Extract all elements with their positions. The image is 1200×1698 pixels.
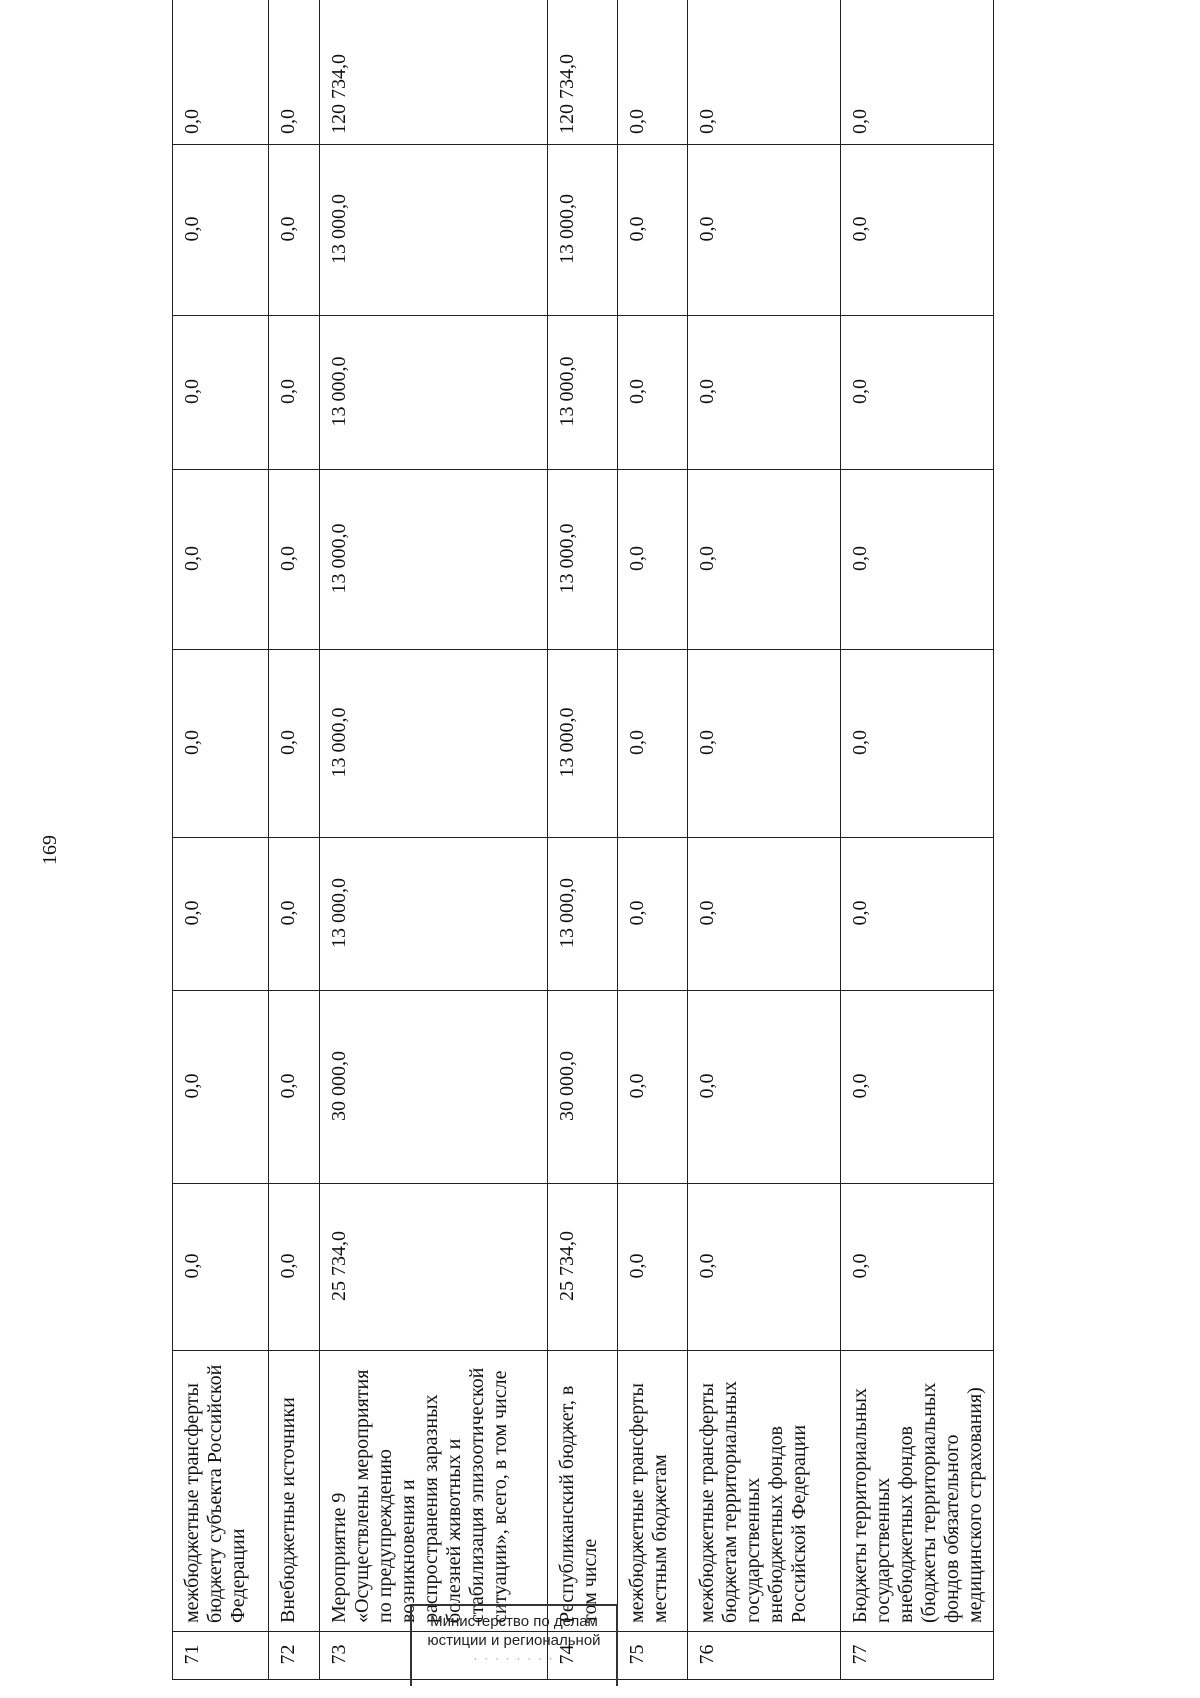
budget-table <box>172 0 994 1680</box>
value-cell: 25 734,0 <box>320 1184 548 1351</box>
value-cell: 0,0 <box>841 145 994 316</box>
value-cell: 0,0 <box>173 1184 269 1351</box>
value-cell: 0,0 <box>841 0 994 145</box>
value-cell: 0,0 <box>841 991 994 1184</box>
value-cell: 30 000,0 <box>320 991 548 1184</box>
value-cell: 0,0 <box>618 650 688 838</box>
value-cell: 0,0 <box>688 316 841 470</box>
value-cell: 0,0 <box>688 991 841 1184</box>
value-cell: 13 000,0 <box>320 145 548 316</box>
value-cell: 0,0 <box>173 470 269 650</box>
value-cell: 0,0 <box>841 650 994 838</box>
value-cell: 0,0 <box>269 838 320 991</box>
row-number: 73 <box>320 1632 548 1680</box>
value-cell: 0,0 <box>173 0 269 145</box>
row-number: 75 <box>618 1632 688 1680</box>
value-cell: 120 734,0 <box>548 0 618 145</box>
value-cell: 0,0 <box>841 1184 994 1351</box>
value-cell: 0,0 <box>269 470 320 650</box>
value-cell: 13 000,0 <box>320 316 548 470</box>
table-row <box>173 0 269 1680</box>
row-name: Внебюджетные источники <box>269 1351 320 1632</box>
value-cell: 0,0 <box>618 470 688 650</box>
value-cell: 0,0 <box>618 316 688 470</box>
value-cell: 0,0 <box>841 316 994 470</box>
row-number: 76 <box>688 1632 841 1680</box>
value-cell: 0,0 <box>269 316 320 470</box>
value-cell: 0,0 <box>618 838 688 991</box>
value-cell: 13 000,0 <box>320 470 548 650</box>
row-name: Республиканский бюджет, в том числе <box>548 1351 618 1632</box>
value-cell: 0,0 <box>841 838 994 991</box>
value-cell: 0,0 <box>173 650 269 838</box>
value-cell: 120 734,0 <box>320 0 548 145</box>
value-cell: 13 000,0 <box>320 650 548 838</box>
value-cell: 13 000,0 <box>320 838 548 991</box>
row-name: межбюджетные трансферты местным бюджетам <box>618 1351 688 1632</box>
value-cell: 0,0 <box>688 0 841 145</box>
value-cell: 0,0 <box>173 838 269 991</box>
value-cell: 0,0 <box>269 1184 320 1351</box>
value-cell: 0,0 <box>618 0 688 145</box>
table-row <box>269 0 320 1680</box>
table-row <box>688 0 841 1680</box>
value-cell: 0,0 <box>269 145 320 316</box>
row-name: межбюджетные трансферты бюджету субъекта Российской Федерации <box>173 1351 269 1632</box>
table-row <box>841 0 994 1680</box>
value-cell: 0,0 <box>618 991 688 1184</box>
row-number: 71 <box>173 1632 269 1680</box>
stamp-line-2: юстиции и региональной <box>427 1632 601 1649</box>
row-name: межбюджетные трансферты бюджетам территориальных государственных внебюджетных фондов Российской Федерации <box>688 1351 841 1632</box>
value-cell: 0,0 <box>269 650 320 838</box>
row-name: Бюджеты территориальных государственных внебюджетных фондов (бюджеты территориальных фондов обязательного медицинского страхования) <box>841 1351 994 1632</box>
value-cell: 0,0 <box>688 1184 841 1351</box>
value-cell: 0,0 <box>688 145 841 316</box>
value-cell: 0,0 <box>688 650 841 838</box>
stamp-line-1: Министерство по делам <box>430 1613 598 1630</box>
value-cell: 30 000,0 <box>548 991 618 1184</box>
value-cell: 0,0 <box>618 145 688 316</box>
value-cell: 0,0 <box>688 470 841 650</box>
stamp-illegible-text: · · · · · · · · <box>473 1653 555 1665</box>
value-cell: 13 000,0 <box>548 145 618 316</box>
value-cell: 0,0 <box>173 991 269 1184</box>
value-cell: 0,0 <box>618 1184 688 1351</box>
row-number: 72 <box>269 1632 320 1680</box>
value-cell: 0,0 <box>269 991 320 1184</box>
ministry-stamp <box>410 1604 618 1686</box>
row-number: 77 <box>841 1632 994 1680</box>
value-cell: 13 000,0 <box>548 316 618 470</box>
row-number: 74 <box>548 1632 618 1680</box>
value-cell: 0,0 <box>173 145 269 316</box>
value-cell: 0,0 <box>688 838 841 991</box>
table-row <box>618 0 688 1680</box>
page-number: 169 <box>39 835 61 865</box>
value-cell: 25 734,0 <box>548 1184 618 1351</box>
table-row <box>320 0 548 1680</box>
value-cell: 0,0 <box>841 470 994 650</box>
budget-table-container <box>172 54 1082 1680</box>
value-cell: 13 000,0 <box>548 838 618 991</box>
value-cell: 13 000,0 <box>548 650 618 838</box>
value-cell: 0,0 <box>173 316 269 470</box>
table-row <box>548 0 618 1680</box>
row-name: Мероприятие 9 «Осуществлены мероприятия по предупреждению возникновения и распространения заразных болезней животных и стабилизация эпизоотической ситуации», всего, в том числе <box>320 1351 548 1632</box>
value-cell: 0,0 <box>269 0 320 145</box>
value-cell: 13 000,0 <box>548 470 618 650</box>
